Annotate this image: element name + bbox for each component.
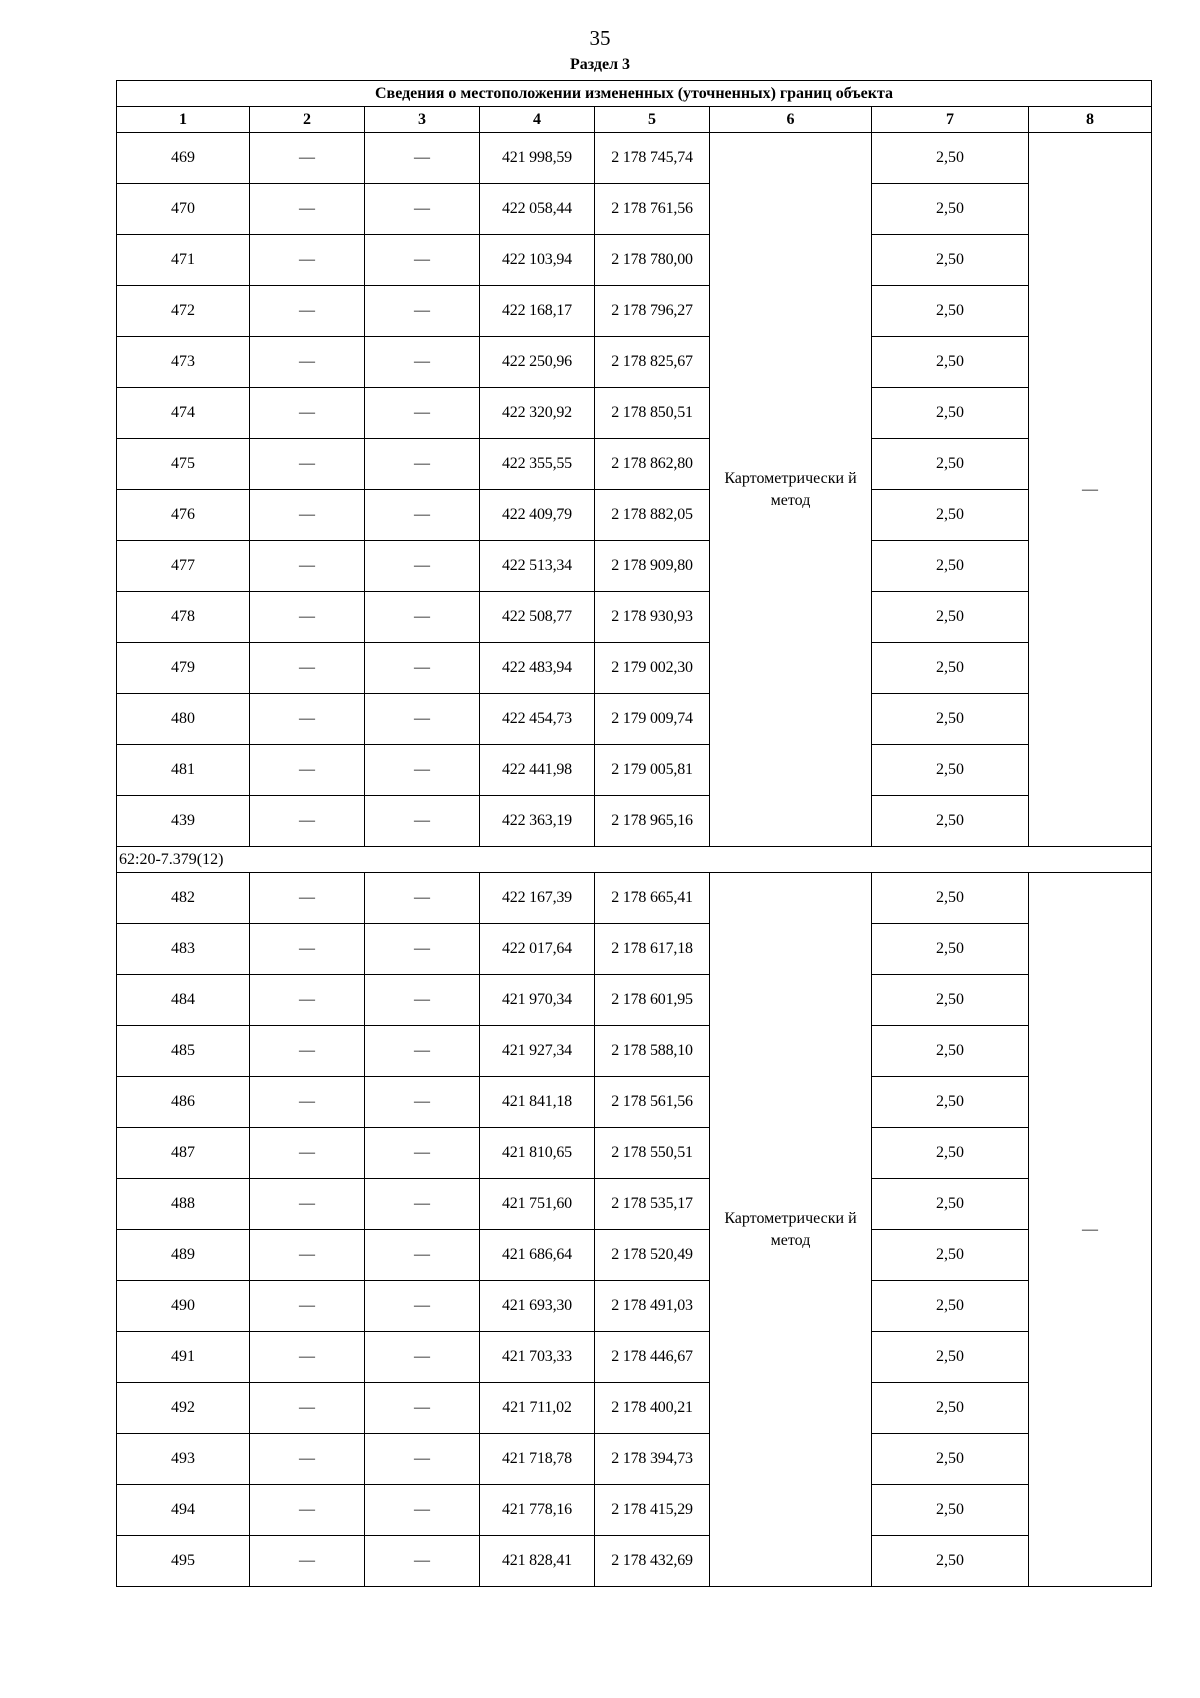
- point-number-cell: 472: [117, 286, 250, 337]
- y-coordinate-cell: 2 178 825,67: [595, 337, 710, 388]
- accuracy-cell: 2,50: [872, 235, 1029, 286]
- column-3-cell: —: [365, 286, 480, 337]
- accuracy-cell: 2,50: [872, 1230, 1029, 1281]
- table-row: [117, 1332, 1152, 1383]
- y-coordinate-cell: 2 178 780,00: [595, 235, 710, 286]
- column-3-cell: —: [365, 490, 480, 541]
- column-3-cell: —: [365, 1230, 480, 1281]
- x-coordinate-cell: 422 454,73: [480, 694, 595, 745]
- table-row: [117, 337, 1152, 388]
- y-coordinate-cell: 2 178 930,93: [595, 592, 710, 643]
- x-coordinate-cell: 421 711,02: [480, 1383, 595, 1434]
- y-coordinate-cell: 2 179 002,30: [595, 643, 710, 694]
- x-coordinate-cell: 422 017,64: [480, 924, 595, 975]
- y-coordinate-cell: 2 178 535,17: [595, 1179, 710, 1230]
- accuracy-cell: 2,50: [872, 975, 1029, 1026]
- column-3-cell: —: [365, 745, 480, 796]
- point-number-cell: 492: [117, 1383, 250, 1434]
- column-2-cell: —: [250, 337, 365, 388]
- point-number-cell: 495: [117, 1536, 250, 1587]
- point-number-cell: 480: [117, 694, 250, 745]
- method-cell: Картометрически й метод: [710, 133, 872, 847]
- point-number-cell: 479: [117, 643, 250, 694]
- point-number-cell: 477: [117, 541, 250, 592]
- accuracy-cell: 2,50: [872, 133, 1029, 184]
- column-2-cell: —: [250, 133, 365, 184]
- accuracy-cell: 2,50: [872, 873, 1029, 924]
- accuracy-cell: 2,50: [872, 1536, 1029, 1587]
- column-2-cell: —: [250, 1434, 365, 1485]
- column-2-cell: —: [250, 388, 365, 439]
- accuracy-cell: 2,50: [872, 439, 1029, 490]
- column-2-cell: —: [250, 694, 365, 745]
- point-number-cell: 470: [117, 184, 250, 235]
- x-coordinate-cell: 421 810,65: [480, 1128, 595, 1179]
- table-row: [117, 745, 1152, 796]
- table-row: [117, 388, 1152, 439]
- table-row: [117, 975, 1152, 1026]
- x-coordinate-cell: 422 168,17: [480, 286, 595, 337]
- x-coordinate-cell: 421 718,78: [480, 1434, 595, 1485]
- table-row: [117, 1281, 1152, 1332]
- method-cell: Картометрически й метод: [710, 873, 872, 1587]
- column-3-cell: —: [365, 184, 480, 235]
- parcel-section-row: [117, 847, 1152, 873]
- point-number-cell: 471: [117, 235, 250, 286]
- y-coordinate-cell: 2 178 862,80: [595, 439, 710, 490]
- accuracy-cell: 2,50: [872, 1179, 1029, 1230]
- column-3-cell: —: [365, 235, 480, 286]
- accuracy-cell: 2,50: [872, 541, 1029, 592]
- table-row: [117, 235, 1152, 286]
- column-2-cell: —: [250, 796, 365, 847]
- column-number: 7: [872, 107, 1029, 133]
- table-row: [117, 184, 1152, 235]
- y-coordinate-cell: 2 178 745,74: [595, 133, 710, 184]
- column-8-cell: —: [1029, 133, 1152, 847]
- point-number-cell: 485: [117, 1026, 250, 1077]
- point-number-cell: 483: [117, 924, 250, 975]
- column-3-cell: —: [365, 1383, 480, 1434]
- point-number-cell: 494: [117, 1485, 250, 1536]
- section-title: Раздел 3: [569, 56, 631, 73]
- accuracy-cell: 2,50: [872, 184, 1029, 235]
- x-coordinate-cell: 422 167,39: [480, 873, 595, 924]
- table-row: [117, 541, 1152, 592]
- column-3-cell: —: [365, 1434, 480, 1485]
- column-number: 2: [250, 107, 365, 133]
- column-3-cell: —: [365, 1332, 480, 1383]
- column-2-cell: —: [250, 1383, 365, 1434]
- x-coordinate-cell: 421 998,59: [480, 133, 595, 184]
- accuracy-cell: 2,50: [872, 796, 1029, 847]
- column-3-cell: —: [365, 1026, 480, 1077]
- y-coordinate-cell: 2 178 601,95: [595, 975, 710, 1026]
- y-coordinate-cell: 2 178 617,18: [595, 924, 710, 975]
- point-number-cell: 475: [117, 439, 250, 490]
- point-number-cell: 486: [117, 1077, 250, 1128]
- accuracy-cell: 2,50: [872, 1077, 1029, 1128]
- table-row: [117, 133, 1152, 184]
- column-3-cell: —: [365, 1179, 480, 1230]
- column-2-cell: —: [250, 1179, 365, 1230]
- column-2-cell: —: [250, 975, 365, 1026]
- column-number: 8: [1029, 107, 1152, 133]
- y-coordinate-cell: 2 178 400,21: [595, 1383, 710, 1434]
- point-number-cell: 484: [117, 975, 250, 1026]
- table-row: [117, 592, 1152, 643]
- x-coordinate-cell: 421 751,60: [480, 1179, 595, 1230]
- x-coordinate-cell: 421 970,34: [480, 975, 595, 1026]
- table-row: [117, 643, 1152, 694]
- point-number-cell: 490: [117, 1281, 250, 1332]
- accuracy-cell: 2,50: [872, 643, 1029, 694]
- point-number-cell: 474: [117, 388, 250, 439]
- column-3-cell: —: [365, 975, 480, 1026]
- accuracy-cell: 2,50: [872, 286, 1029, 337]
- point-number-cell: 481: [117, 745, 250, 796]
- accuracy-cell: 2,50: [872, 1434, 1029, 1485]
- column-2-cell: —: [250, 1536, 365, 1587]
- x-coordinate-cell: 421 927,34: [480, 1026, 595, 1077]
- x-coordinate-cell: 422 103,94: [480, 235, 595, 286]
- point-number-cell: 469: [117, 133, 250, 184]
- y-coordinate-cell: 2 178 909,80: [595, 541, 710, 592]
- boundary-points-table: [116, 80, 1152, 1587]
- x-coordinate-cell: 422 513,34: [480, 541, 595, 592]
- y-coordinate-cell: 2 178 882,05: [595, 490, 710, 541]
- table-row: [117, 924, 1152, 975]
- y-coordinate-cell: 2 178 520,49: [595, 1230, 710, 1281]
- column-2-cell: —: [250, 745, 365, 796]
- table-row: [117, 1026, 1152, 1077]
- column-8-cell: —: [1029, 873, 1152, 1587]
- x-coordinate-cell: 422 409,79: [480, 490, 595, 541]
- table-row: [117, 694, 1152, 745]
- point-number-cell: 488: [117, 1179, 250, 1230]
- table-row: [117, 1128, 1152, 1179]
- column-3-cell: —: [365, 439, 480, 490]
- column-2-cell: —: [250, 924, 365, 975]
- column-2-cell: —: [250, 592, 365, 643]
- x-coordinate-cell: 421 693,30: [480, 1281, 595, 1332]
- column-3-cell: —: [365, 541, 480, 592]
- table-row: [117, 873, 1152, 924]
- column-3-cell: —: [365, 1536, 480, 1587]
- y-coordinate-cell: 2 179 005,81: [595, 745, 710, 796]
- column-2-cell: —: [250, 1230, 365, 1281]
- table-row: [117, 439, 1152, 490]
- column-2-cell: —: [250, 643, 365, 694]
- y-coordinate-cell: 2 178 761,56: [595, 184, 710, 235]
- column-2-cell: —: [250, 873, 365, 924]
- column-3-cell: —: [365, 873, 480, 924]
- table-row: [117, 1179, 1152, 1230]
- column-3-cell: —: [365, 388, 480, 439]
- column-3-cell: —: [365, 1077, 480, 1128]
- parcel-number-label: 62:20-7.379(12): [117, 847, 1152, 873]
- point-number-cell: 482: [117, 873, 250, 924]
- column-3-cell: —: [365, 643, 480, 694]
- x-coordinate-cell: 422 058,44: [480, 184, 595, 235]
- column-3-cell: —: [365, 1128, 480, 1179]
- column-2-cell: —: [250, 184, 365, 235]
- y-coordinate-cell: 2 178 561,56: [595, 1077, 710, 1128]
- point-number-cell: 493: [117, 1434, 250, 1485]
- accuracy-cell: 2,50: [872, 388, 1029, 439]
- column-number: 1: [117, 107, 250, 133]
- column-2-cell: —: [250, 235, 365, 286]
- column-number: 4: [480, 107, 595, 133]
- accuracy-cell: 2,50: [872, 694, 1029, 745]
- point-number-cell: 491: [117, 1332, 250, 1383]
- accuracy-cell: 2,50: [872, 1332, 1029, 1383]
- y-coordinate-cell: 2 178 796,27: [595, 286, 710, 337]
- table-row: [117, 1383, 1152, 1434]
- point-number-cell: 439: [117, 796, 250, 847]
- y-coordinate-cell: 2 178 665,41: [595, 873, 710, 924]
- column-3-cell: —: [365, 694, 480, 745]
- x-coordinate-cell: 422 363,19: [480, 796, 595, 847]
- accuracy-cell: 2,50: [872, 1026, 1029, 1077]
- y-coordinate-cell: 2 178 394,73: [595, 1434, 710, 1485]
- table-row: [117, 1485, 1152, 1536]
- y-coordinate-cell: 2 178 850,51: [595, 388, 710, 439]
- column-2-cell: —: [250, 1077, 365, 1128]
- column-2-cell: —: [250, 1332, 365, 1383]
- accuracy-cell: 2,50: [872, 924, 1029, 975]
- x-coordinate-cell: 421 778,16: [480, 1485, 595, 1536]
- table-row: [117, 1536, 1152, 1587]
- x-coordinate-cell: 422 508,77: [480, 592, 595, 643]
- column-number: 3: [365, 107, 480, 133]
- column-3-cell: —: [365, 924, 480, 975]
- column-2-cell: —: [250, 286, 365, 337]
- x-coordinate-cell: 422 441,98: [480, 745, 595, 796]
- table-row: [117, 796, 1152, 847]
- column-number: 6: [710, 107, 872, 133]
- column-3-cell: —: [365, 796, 480, 847]
- accuracy-cell: 2,50: [872, 745, 1029, 796]
- y-coordinate-cell: 2 178 432,69: [595, 1536, 710, 1587]
- column-3-cell: —: [365, 337, 480, 388]
- x-coordinate-cell: 422 355,55: [480, 439, 595, 490]
- y-coordinate-cell: 2 179 009,74: [595, 694, 710, 745]
- x-coordinate-cell: 421 841,18: [480, 1077, 595, 1128]
- table-row: [117, 1230, 1152, 1281]
- y-coordinate-cell: 2 178 415,29: [595, 1485, 710, 1536]
- accuracy-cell: 2,50: [872, 490, 1029, 541]
- column-2-cell: —: [250, 1026, 365, 1077]
- point-number-cell: 487: [117, 1128, 250, 1179]
- table-row: [117, 286, 1152, 337]
- x-coordinate-cell: 421 828,41: [480, 1536, 595, 1587]
- accuracy-cell: 2,50: [872, 592, 1029, 643]
- column-number: 5: [595, 107, 710, 133]
- column-2-cell: —: [250, 1485, 365, 1536]
- point-number-cell: 489: [117, 1230, 250, 1281]
- point-number-cell: 473: [117, 337, 250, 388]
- x-coordinate-cell: 421 703,33: [480, 1332, 595, 1383]
- column-2-cell: —: [250, 490, 365, 541]
- x-coordinate-cell: 422 320,92: [480, 388, 595, 439]
- table-row: [117, 1434, 1152, 1485]
- accuracy-cell: 2,50: [872, 1383, 1029, 1434]
- point-number-cell: 476: [117, 490, 250, 541]
- page-number: 35: [589, 26, 611, 50]
- accuracy-cell: 2,50: [872, 1281, 1029, 1332]
- accuracy-cell: 2,50: [872, 1485, 1029, 1536]
- column-2-cell: —: [250, 1128, 365, 1179]
- column-3-cell: —: [365, 1281, 480, 1332]
- x-coordinate-cell: 422 250,96: [480, 337, 595, 388]
- table-caption: Сведения о местоположении измененных (уточненных) границ объекта: [117, 81, 1152, 107]
- column-3-cell: —: [365, 1485, 480, 1536]
- y-coordinate-cell: 2 178 491,03: [595, 1281, 710, 1332]
- column-3-cell: —: [365, 133, 480, 184]
- x-coordinate-cell: 421 686,64: [480, 1230, 595, 1281]
- column-3-cell: —: [365, 592, 480, 643]
- column-2-cell: —: [250, 1281, 365, 1332]
- y-coordinate-cell: 2 178 550,51: [595, 1128, 710, 1179]
- table-row: [117, 1077, 1152, 1128]
- column-2-cell: —: [250, 439, 365, 490]
- table-row: [117, 490, 1152, 541]
- accuracy-cell: 2,50: [872, 1128, 1029, 1179]
- x-coordinate-cell: 422 483,94: [480, 643, 595, 694]
- accuracy-cell: 2,50: [872, 337, 1029, 388]
- y-coordinate-cell: 2 178 588,10: [595, 1026, 710, 1077]
- column-2-cell: —: [250, 541, 365, 592]
- y-coordinate-cell: 2 178 965,16: [595, 796, 710, 847]
- point-number-cell: 478: [117, 592, 250, 643]
- y-coordinate-cell: 2 178 446,67: [595, 1332, 710, 1383]
